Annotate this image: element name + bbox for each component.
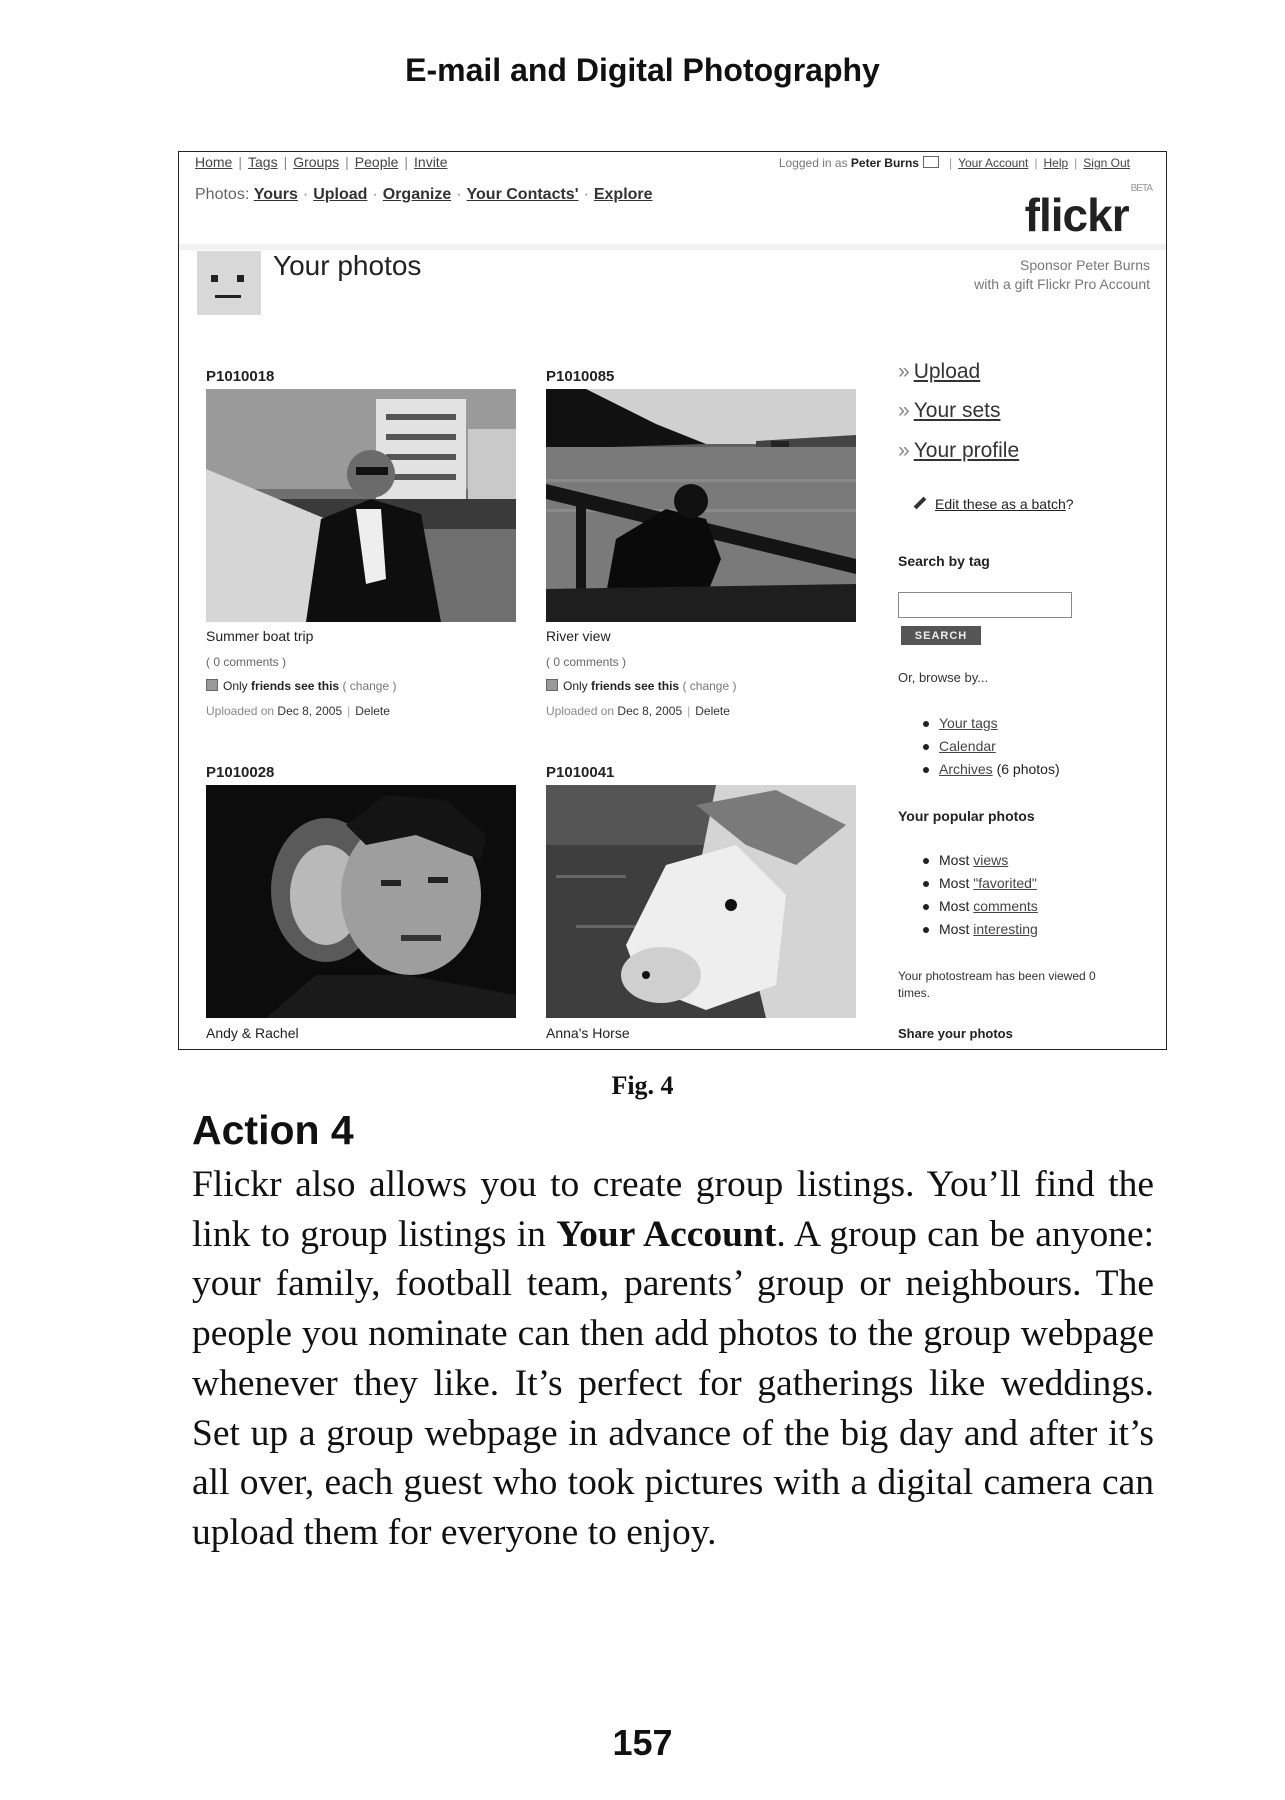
edit-batch-link[interactable] [913, 496, 1074, 512]
buddy-eye [237, 275, 244, 282]
flickr-screenshot [178, 151, 1167, 1050]
buddy-eye [211, 275, 218, 282]
privacy-change-link[interactable]: ( change ) [342, 679, 397, 693]
subnav-upload-link[interactable]: Upload [313, 186, 368, 203]
figure-caption: Fig. 4 [611, 1071, 674, 1100]
photo-privacy [206, 679, 396, 693]
logged-in-user: Peter Burns [850, 156, 919, 170]
chevron-double-right-icon: » [898, 360, 910, 383]
logged-in-label: Logged in as [778, 156, 848, 170]
photo-image [546, 389, 856, 622]
list-item [939, 921, 1038, 944]
sidebar-your-sets-link[interactable] [898, 399, 1000, 423]
nav-separator: | [1074, 156, 1078, 170]
privacy-icon [206, 679, 218, 691]
photo-title[interactable]: River view [546, 628, 611, 644]
photo-comments-link[interactable]: ( 0 comments ) [546, 655, 627, 669]
photo-upload-info [206, 704, 390, 718]
list-item [939, 738, 1060, 761]
nav-people-link[interactable]: People [354, 154, 399, 170]
subnav-label: Photos: [195, 186, 250, 203]
section-heading: Action 4 [192, 1107, 354, 1153]
privacy-suffix: see this [294, 679, 340, 693]
subnav-separator: · [583, 186, 589, 203]
nav-invite-link[interactable]: Invite [414, 154, 448, 170]
search-by-tag-heading: Search by tag [898, 553, 990, 569]
nav-groups-link[interactable]: Groups [293, 154, 340, 170]
sidebar-your-profile-link[interactable] [898, 439, 1019, 463]
photo-id: P1010018 [206, 368, 275, 385]
browse-list [939, 715, 1060, 784]
page-title: Your photos [273, 250, 422, 281]
meta-separator: | [347, 704, 351, 718]
sponsor-line: Sponsor Peter Burns [1020, 257, 1150, 273]
flickr-top-nav [195, 154, 447, 170]
photo-upload-info [546, 704, 730, 718]
privacy-prefix: Only [223, 679, 248, 693]
sponsor-line: with a gift Flickr Pro Account [974, 276, 1150, 292]
flickr-logo[interactable] [1024, 182, 1152, 242]
privacy-change-link[interactable]: ( change ) [682, 679, 737, 693]
subnav-separator: · [456, 186, 462, 203]
browse-tags-link[interactable]: Your tags [939, 715, 998, 731]
photo-title[interactable]: Andy & Rachel [206, 1025, 299, 1041]
edit-batch-label: Edit these as a batch [935, 496, 1066, 512]
privacy-scope: friends [251, 679, 292, 693]
your-account-link[interactable]: Your Account [958, 156, 1029, 170]
sidebar-link-label: Your sets [913, 399, 1001, 422]
paragraph-text: . A group can be anyone: your family, football team, parents’ group or neighbours. The people you nominate can then add photos to the group webpage whenever they like. It’s perfect for gatherings like weddings. Set up a group webpage in advance of the big day and after it’s all over, each guest who took pictures with a digital camera can upload them for everyone to enjoy. [192, 1213, 1155, 1553]
browse-suffix: (6 photos) [992, 761, 1060, 777]
photo-comments-link[interactable]: ( 0 comments ) [206, 655, 287, 669]
privacy-scope: friends [591, 679, 632, 693]
list-item [939, 852, 1038, 875]
sidebar-upload-link[interactable] [898, 360, 980, 384]
uploaded-label: Uploaded on [546, 704, 615, 718]
photo-image [206, 785, 516, 1018]
photostream-views [898, 968, 1096, 1002]
popular-photos-heading: Your popular photos [898, 808, 1035, 824]
nav-separator: | [283, 154, 288, 170]
browse-archives-link[interactable]: Archives [939, 761, 993, 777]
delete-photo-link[interactable]: Delete [695, 704, 730, 718]
nav-separator: | [345, 154, 349, 170]
nav-home-link[interactable]: Home [195, 154, 233, 170]
privacy-icon [546, 679, 558, 691]
page-number: 157 [612, 1722, 673, 1763]
photo-thumbnail-boat-trip[interactable] [206, 389, 516, 622]
list-item [939, 875, 1038, 898]
popular-list [939, 852, 1038, 944]
photo-title[interactable]: Summer boat trip [206, 628, 314, 644]
mail-icon[interactable] [923, 156, 939, 168]
popular-prefix: Most [939, 852, 974, 868]
uploaded-date: Dec 8, 2005 [617, 704, 683, 718]
paragraph-text: Flickr also allows you to create group listings. You’ll find the link to group listings in [192, 1164, 1154, 1255]
nav-separator: | [948, 156, 953, 170]
account-bar [779, 156, 1130, 170]
uploaded-date: Dec 8, 2005 [277, 704, 343, 718]
popular-prefix: Most [939, 898, 974, 914]
photo-thumbnail-river-view[interactable] [546, 389, 856, 622]
subnav-organize-link[interactable]: Organize [382, 186, 452, 203]
running-header: E-mail and Digital Photography [405, 52, 880, 88]
photo-image [546, 785, 856, 1018]
buddy-mouth [215, 295, 241, 298]
photo-id: P1010041 [546, 764, 615, 781]
views-line: Your photostream has been viewed 0 [898, 969, 1096, 983]
subnav-separator: · [372, 186, 378, 203]
photo-image [206, 389, 516, 622]
photo-id: P1010085 [546, 368, 615, 385]
photo-thumbnail-andy-rachel[interactable] [206, 785, 516, 1018]
subnav-contacts-link[interactable]: Your Contacts' [466, 186, 579, 203]
beta-badge: BETA [1130, 182, 1152, 194]
subnav-separator: · [302, 186, 309, 203]
sidebar-link-label: Your profile [913, 439, 1020, 462]
chevron-double-right-icon: » [898, 399, 910, 422]
subnav-explore-link[interactable]: Explore [593, 186, 653, 203]
browse-calendar-link[interactable]: Calendar [939, 738, 996, 754]
chevron-double-right-icon: » [898, 439, 910, 462]
popular-favorited-link[interactable]: "favorited" [973, 875, 1037, 891]
share-photos-heading: Share your photos [898, 1026, 1013, 1041]
pencil-icon [914, 497, 927, 510]
nav-tags-link[interactable]: Tags [248, 154, 278, 170]
photo-id: P1010028 [206, 764, 275, 781]
body-paragraph [192, 1160, 1154, 1558]
meta-separator: | [687, 704, 691, 718]
logo-text: flickr [1024, 189, 1129, 241]
tag-search-input[interactable] [898, 592, 1072, 618]
edit-batch-suffix: ? [1065, 496, 1074, 512]
help-link[interactable]: Help [1043, 156, 1069, 170]
sign-out-link[interactable]: Sign Out [1083, 156, 1130, 170]
subnav-yours-link[interactable]: Yours [253, 186, 298, 203]
photos-subnav [195, 186, 653, 204]
delete-photo-link[interactable]: Delete [355, 704, 390, 718]
buddy-icon[interactable] [197, 251, 261, 315]
views-line: times. [898, 986, 931, 1000]
tag-search-button[interactable]: SEARCH [901, 626, 981, 645]
popular-comments-link[interactable]: comments [973, 898, 1038, 914]
popular-prefix: Most [939, 875, 974, 891]
uploaded-label: Uploaded on [206, 704, 275, 718]
list-item [939, 761, 1060, 784]
browse-by-label: Or, browse by... [898, 670, 989, 685]
privacy-prefix: Only [563, 679, 588, 693]
paragraph-emphasis: Your Account [556, 1213, 777, 1255]
popular-interesting-link[interactable]: interesting [973, 921, 1038, 937]
photo-thumbnail-annas-horse[interactable] [546, 785, 856, 1018]
sponsor-promo[interactable] [974, 256, 1150, 294]
photo-title[interactable]: Anna's Horse [546, 1025, 630, 1041]
nav-separator: | [1034, 156, 1038, 170]
popular-prefix: Most [939, 921, 974, 937]
privacy-suffix: see this [634, 679, 680, 693]
list-item [939, 898, 1038, 921]
nav-separator: | [238, 154, 242, 170]
list-item [939, 715, 1060, 738]
nav-separator: | [404, 154, 409, 170]
sidebar-link-label: Upload [913, 360, 981, 383]
popular-views-link[interactable]: views [973, 852, 1009, 868]
photo-privacy [546, 679, 736, 693]
